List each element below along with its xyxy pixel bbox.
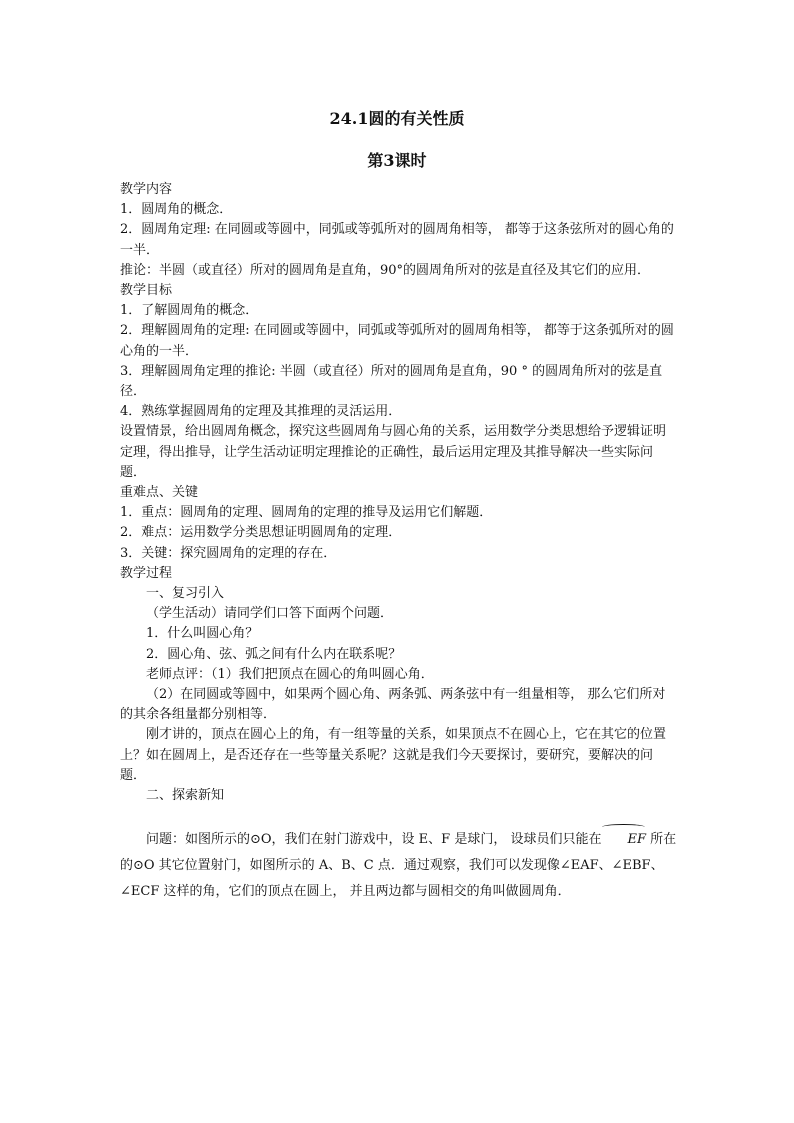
process-line: （学生活动）请同学们口答下面两个问题． — [146, 606, 394, 622]
document-title: 24.1圆的有关性质 — [329, 109, 465, 128]
goal-paragraph: 设置情景，给出圆周角概念，探究这些圆周角与圆心角的关系，运用数学分类思想给予逻辑证明定理，得出推导，让学生活动证明定理推论的正确性，最后运用定理及其推导解决一些实际问题． — [120, 424, 667, 480]
content-line: 2．圆周角定理: 在同圆或等圆中，同弧或等弧所对的圆周角相等， 都等于这条弦所对的圆心角的一半． — [120, 222, 674, 258]
section-heading-process: 教学过程 — [120, 565, 173, 581]
goal-line: 1．了解圆周角的概念． — [120, 303, 259, 319]
key-line: 3．关键：探究圆周角的定理的存在． — [120, 545, 337, 561]
arc-ef-symbol: EF — [601, 827, 646, 853]
document-body — [120, 180, 678, 905]
section-heading-goals: 教学目标 — [120, 283, 173, 299]
content-line: 1．圆周角的概念． — [120, 202, 233, 218]
process-step: 一、复习引入 — [146, 586, 225, 602]
content-line: 推论：半圆（或直径）所对的圆周角是直角，90°的圆周角所对的弦是直径及其它们的应用． — [120, 262, 651, 278]
key-line: 1．重点：圆周角的定理、圆周角的定理的推导及运用它们解题． — [120, 505, 493, 521]
process-paragraph: 刚才讲的，顶点在圆心上的角，有一组等量的关系，如果顶点不在圆心上，它在其它的位置上？如在圆周上，是否还存在一些等量关系呢？这就是我们今天要探讨，要研究，要解决的问题． — [120, 727, 667, 783]
process-question: 1．什么叫圆心角？ — [146, 626, 259, 642]
section-heading-key: 重难点、关键 — [120, 485, 199, 501]
key-line: 2．难点：运用数学分类思想证明圆周角的定理． — [120, 525, 402, 541]
goal-line: 3．理解圆周角定理的推论: 半圆（或直径）所对的圆周角是直角，90 ° 的圆周角所对的弦是直径． — [120, 363, 663, 400]
goal-line: 2．理解圆周角的定理: 在同圆或等圆中，同弧或等弧所对的圆周角相等， 都等于这条弧所对的圆心角的一半． — [120, 323, 674, 359]
section-heading-content: 教学内容 — [120, 182, 173, 197]
process-step: 二、探索新知 — [146, 788, 225, 804]
problem-text-before: 问题：如图所示的⊙O，我们在射门游戏中，设 E、F 是球门， 设球员们只能在 — [146, 831, 602, 847]
process-question: 2．圆心角、弦、弧之间有什么内在联系呢？ — [146, 646, 402, 662]
document-subtitle: 第3课时 — [367, 151, 427, 170]
problem-text-after: 所在的⊙O 其它位置射门，如图所示的 A、B、C 点．通过观察，我们可以发现像∠EAF、∠EBF、∠ECF 这样的角，它们的顶点在圆上， 并且两边都与圆相交的角叫做圆周角． — [120, 831, 677, 899]
process-comment: （2）在同圆或等圆中，如果两个圆心角、两条弧、两条弦中有一组量相等， 那么它们所对的其余各组量都分别相等． — [120, 687, 666, 723]
problem-paragraph — [120, 827, 678, 905]
process-comment: 老师点评：（1）我们把顶点在圆心的角叫圆心角． — [146, 666, 434, 682]
goal-line: 4．熟练掌握圆周角的定理及其推理的灵活运用． — [120, 404, 402, 420]
